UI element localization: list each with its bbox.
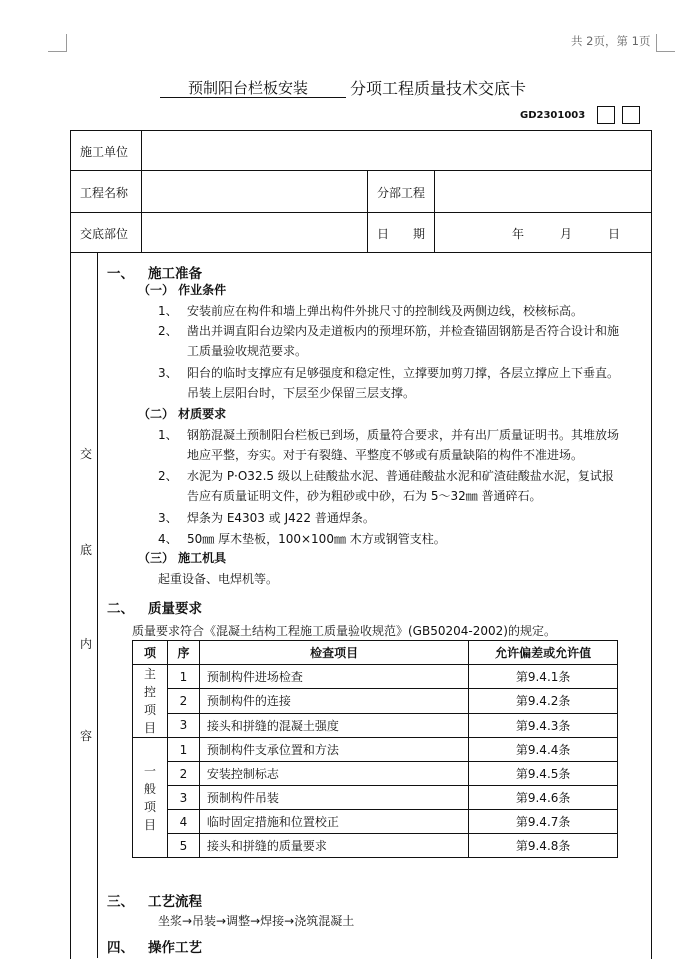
- title-subject: 预制阳台栏板安装: [188, 79, 309, 97]
- table-row: [133, 713, 618, 737]
- subsection-1c-title: （三） 施工机具: [138, 551, 227, 565]
- crop-mark-right: [656, 34, 675, 52]
- quality-table: [132, 640, 618, 858]
- list-item-number: 3、: [158, 511, 178, 525]
- table-cell: 第9.4.1条: [469, 665, 618, 689]
- table-cell: 预制构件进场检查: [199, 665, 468, 689]
- side-label-char: 交: [80, 447, 93, 461]
- paragraph: 起重设备、电焊机等。: [158, 572, 279, 586]
- column-divider: [141, 130, 142, 253]
- table-cell: 2: [167, 689, 199, 713]
- page-info: 共 2页，第 1页: [571, 34, 651, 48]
- column-divider: [434, 170, 435, 253]
- date-year: 年: [512, 227, 525, 241]
- list-item-text: 焊条为 E4303 或 J422 普通焊条。: [187, 511, 375, 525]
- list-item-number: 2、: [158, 469, 178, 483]
- title-underline: [160, 97, 346, 98]
- table-header: 项: [133, 641, 168, 665]
- table-cell: 第9.4.2条: [469, 689, 618, 713]
- table-cell: 3: [167, 713, 199, 737]
- list-item-text: 50㎜ 厚木垫板，100×100㎜ 木方或钢管支柱。: [187, 532, 446, 546]
- group-label: 一 般 项 目: [133, 738, 168, 858]
- table-cell: 4: [167, 810, 199, 834]
- row-divider: [70, 170, 651, 171]
- table-cell: 1: [167, 738, 199, 762]
- title-main: 分项工程质量技术交底卡: [350, 79, 527, 98]
- table-cell: 3: [167, 786, 199, 810]
- table-header: 检查项目: [199, 641, 468, 665]
- sub-project-label: 分部工程: [377, 186, 426, 200]
- table-cell: 第9.4.3条: [469, 713, 618, 737]
- table-cell: 临时固定措施和位置校正: [199, 810, 468, 834]
- section-2-title: 质量要求: [148, 601, 202, 617]
- document-code: GD2301003: [520, 110, 586, 121]
- table-cell: 预制构件支承位置和方法: [199, 738, 468, 762]
- section-4-number: 四、: [107, 940, 134, 956]
- document-title: [160, 76, 610, 100]
- table-cell: 预制构件吊装: [199, 786, 468, 810]
- table-row: [133, 689, 618, 713]
- table-header: 允许偏差或允许值: [469, 641, 618, 665]
- list-item-text: 水泥为 P·O32.5 级以上硅酸盐水泥、普通硅酸盐水泥和矿渣硅酸盐水泥，复试报: [187, 469, 614, 483]
- paragraph: 质量要求符合《混凝土结构工程施工质量验收规范》(GB50204-2002)的规定。: [132, 624, 556, 638]
- list-item-number: 3、: [158, 366, 178, 380]
- side-label-char: 底: [80, 543, 93, 557]
- section-3-number: 三、: [107, 894, 134, 910]
- list-item-text: 阳台的临时支撑应有足够强度和稳定性，立撑要加剪刀撑，各层立撑应上下垂直。: [187, 366, 620, 380]
- table-cell: 5: [167, 834, 199, 858]
- list-item-text: 告应有质量证明文件，砂为粗砂或中砂，石为 5～32㎜ 普通碎石。: [187, 489, 542, 503]
- section-3-title: 工艺流程: [148, 894, 202, 910]
- section-1-number: 一、: [107, 266, 134, 282]
- process-flow: 坐浆→吊装→调整→焊接→浇筑混凝土: [158, 914, 355, 928]
- table-header: 序: [167, 641, 199, 665]
- column-divider: [97, 252, 98, 958]
- table-row: [133, 810, 618, 834]
- crop-mark-left: [48, 34, 67, 52]
- check-box-1[interactable]: [597, 106, 615, 124]
- list-item-number: 1、: [158, 304, 178, 318]
- section-2-number: 二、: [107, 601, 134, 617]
- subsection-1b-title: （二） 材质要求: [138, 407, 227, 421]
- date-month: 月: [560, 227, 573, 241]
- table-row: [133, 738, 618, 762]
- table-row: [133, 834, 618, 858]
- list-item-text: 吊装上层阳台时，下层至少保留三层支撑。: [187, 386, 416, 400]
- list-item-text: 地应平整，夯实。对于有裂缝、平整度不够或有质量缺陷的构件不准进场。: [187, 448, 584, 462]
- table-header-row: [133, 641, 618, 665]
- row-divider: [70, 252, 651, 253]
- table-row: [133, 762, 618, 786]
- list-item-text: 工质量验收规范要求。: [187, 344, 308, 358]
- table-cell: 第9.4.5条: [469, 762, 618, 786]
- table-cell: 1: [167, 665, 199, 689]
- table-cell: 预制构件的连接: [199, 689, 468, 713]
- group-label: 主 控 项 目: [133, 665, 168, 738]
- table-row: [133, 665, 618, 689]
- table-cell: 第9.4.7条: [469, 810, 618, 834]
- list-item-number: 1、: [158, 428, 178, 442]
- table-cell: 接头和拼缝的混凝土强度: [199, 713, 468, 737]
- side-label-char: 容: [80, 729, 93, 743]
- table-cell: 第9.4.6条: [469, 786, 618, 810]
- table-cell: 第9.4.8条: [469, 834, 618, 858]
- subsection-1a-title: （一） 作业条件: [138, 283, 227, 297]
- row-divider: [70, 212, 651, 213]
- section-1-title: 施工准备: [148, 266, 202, 282]
- list-item-text: 钢筋混凝土预制阳台栏板已到场，质量符合要求，并有出厂质量证明书。其堆放场: [187, 428, 620, 442]
- date-label: 日 期: [377, 227, 426, 241]
- date-day: 日: [608, 227, 621, 241]
- list-item-text: 凿出并调直阳台边梁内及走道板内的预埋环筋，并检查锚固钢筋是否符合设计和施: [187, 324, 620, 338]
- table-cell: 2: [167, 762, 199, 786]
- check-box-2[interactable]: [622, 106, 640, 124]
- table-cell: 接头和拼缝的质量要求: [199, 834, 468, 858]
- table-row: [133, 786, 618, 810]
- handover-part-label: 交底部位: [80, 227, 129, 241]
- side-label-char: 内: [80, 637, 93, 651]
- table-cell: 第9.4.4条: [469, 738, 618, 762]
- section-4-title: 操作工艺: [148, 940, 202, 956]
- list-item-text: 安装前应在构件和墙上弹出构件外挑尺寸的控制线及两侧边线，校核标高。: [187, 304, 584, 318]
- construction-unit-label: 施工单位: [80, 145, 129, 159]
- table-cell: 安装控制标志: [199, 762, 468, 786]
- project-name-label: 工程名称: [80, 186, 129, 200]
- list-item-number: 4、: [158, 532, 178, 546]
- column-divider: [367, 170, 368, 253]
- list-item-number: 2、: [158, 324, 178, 338]
